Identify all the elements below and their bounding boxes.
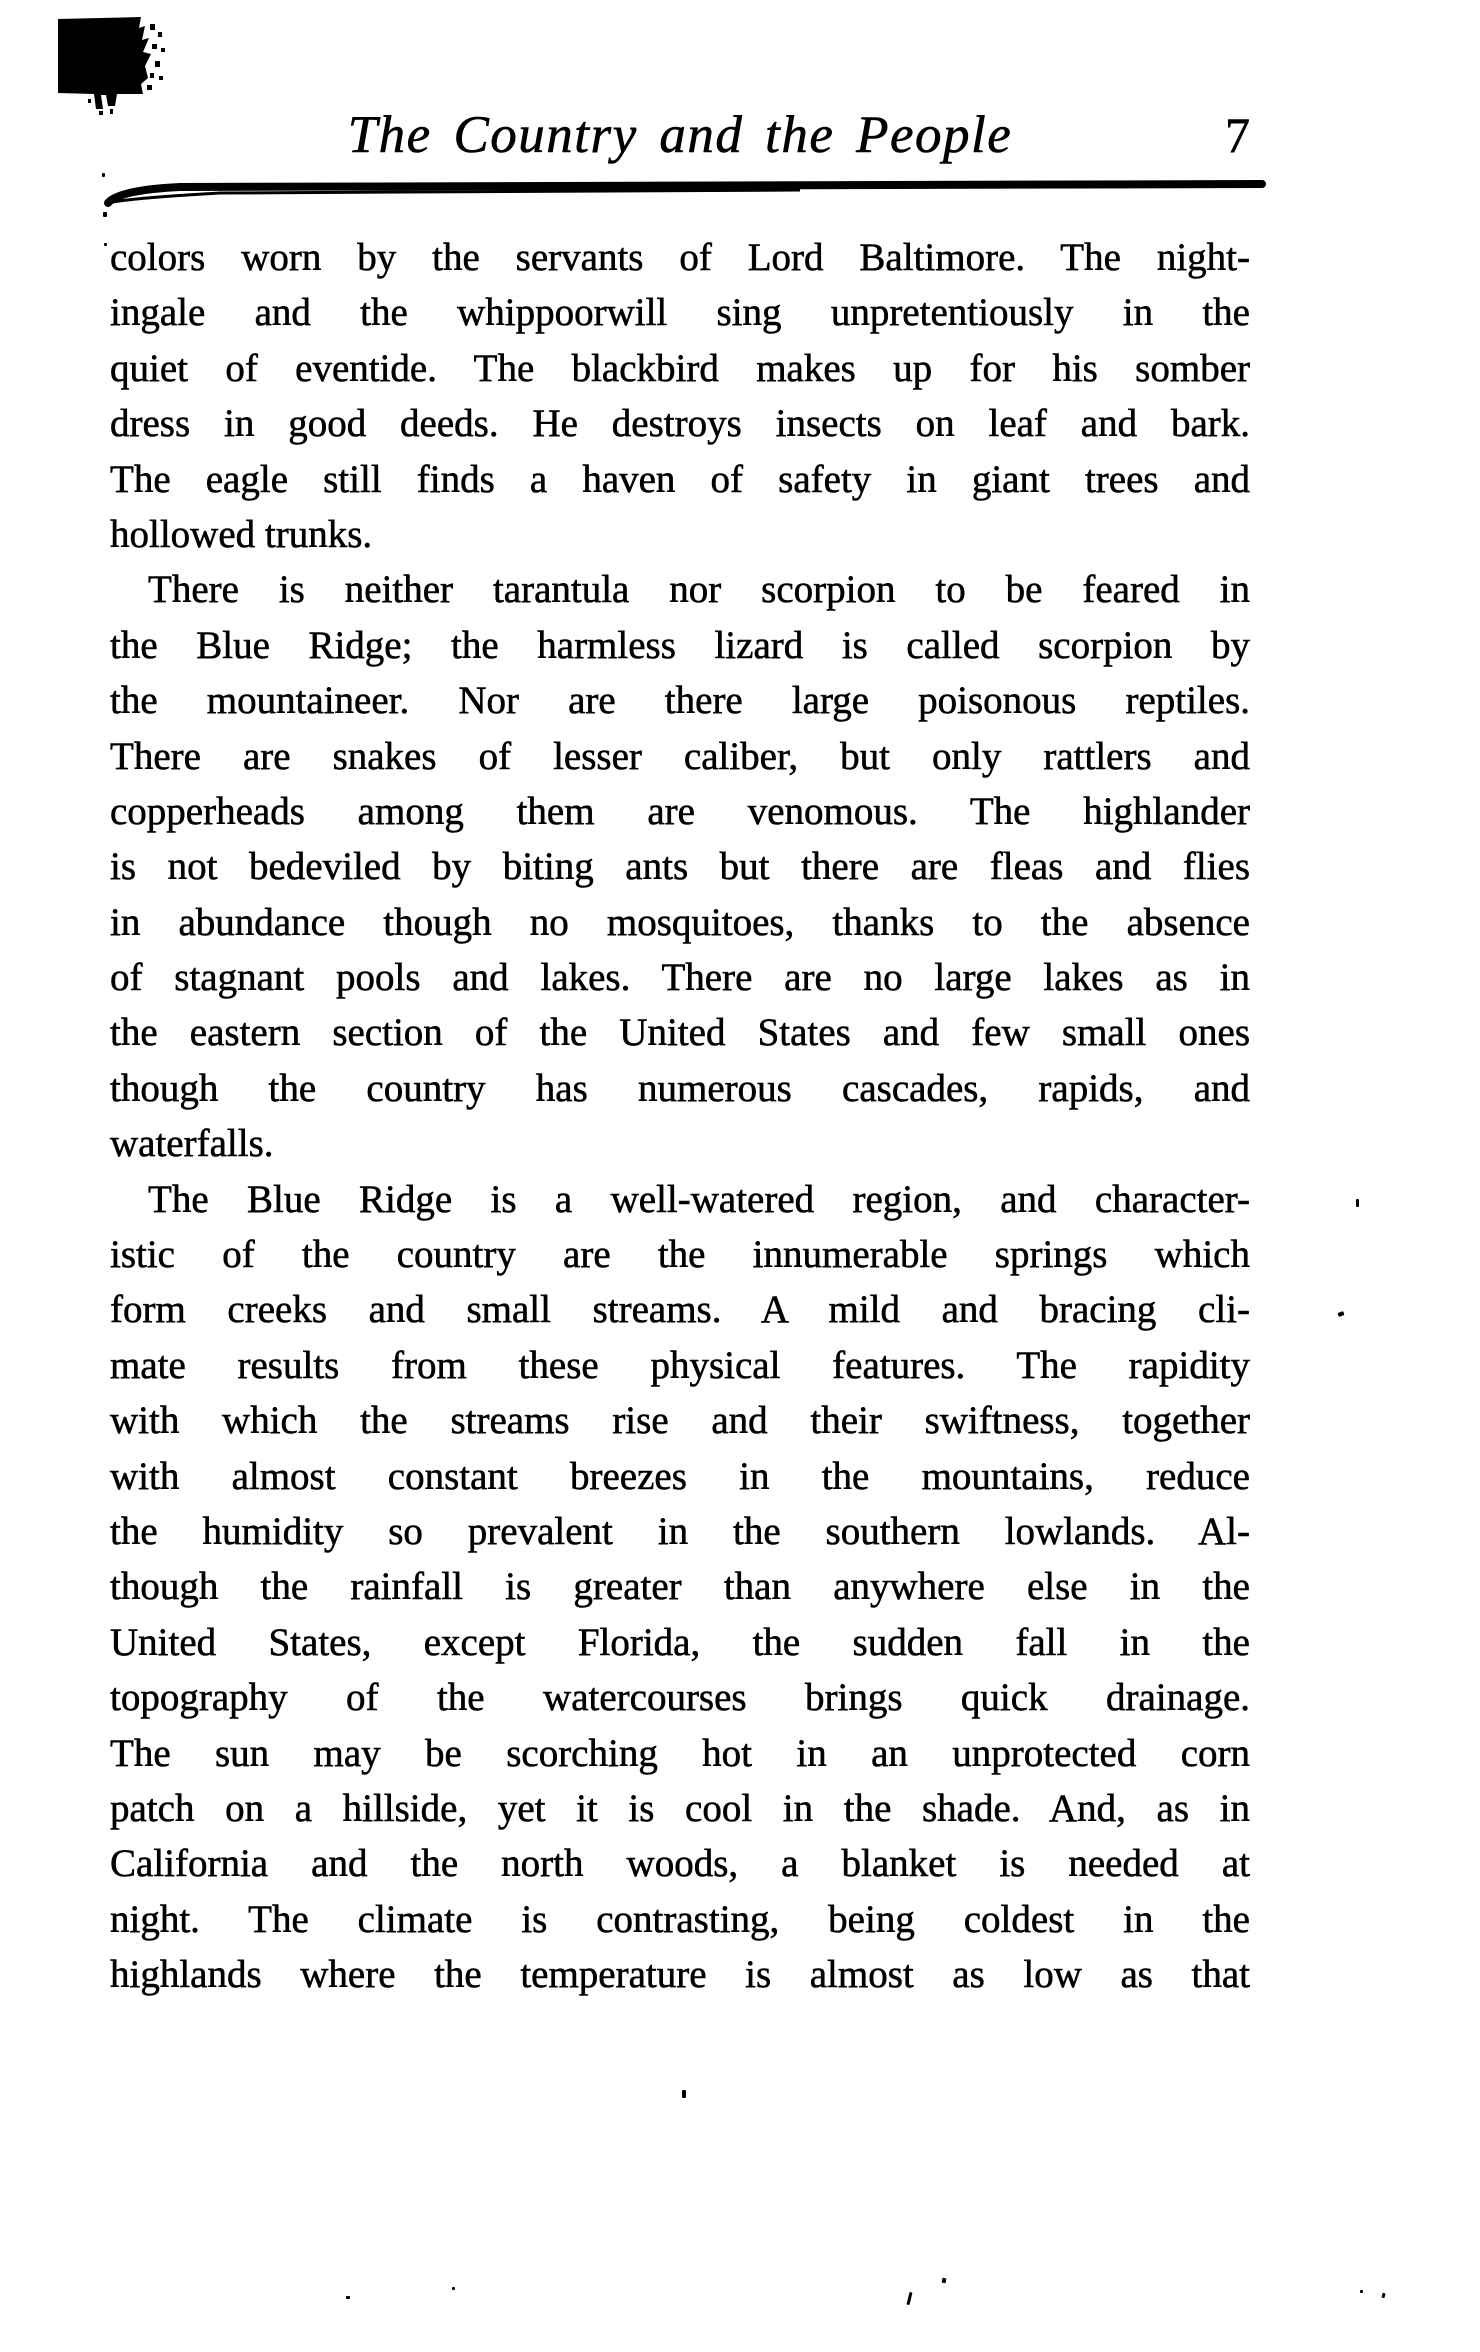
body-text-line: patch on a hillside, yet it is cool in the shade. And, as in <box>110 1786 1250 1830</box>
body-text-line: in abundance though no mosquitoes, thanks to the absence <box>110 900 1250 944</box>
body-text-line: California and the north woods, a blanket is needed at <box>110 1842 1250 1886</box>
scan-speck <box>102 173 105 177</box>
page-number: 7 <box>1225 107 1250 163</box>
body-text-line: with which the streams rise and their swiftness, together <box>110 1399 1250 1443</box>
scan-speck <box>1337 1311 1344 1317</box>
scan-speck <box>1356 1199 1359 1207</box>
running-header-title: The Country and the People <box>347 106 1013 164</box>
scan-speck <box>942 2278 947 2284</box>
body-text-line: ingale and the whippoorwill sing unpretentiously in the <box>110 291 1250 335</box>
body-text-line: the Blue Ridge; the harmless lizard is called scorpion by <box>110 623 1250 667</box>
body-text-line: night. The climate is contrasting, being coldest in the <box>110 1897 1250 1941</box>
body-text-line: the humidity so prevalent in the southern lowlands. Al- <box>110 1509 1250 1553</box>
scan-speck <box>452 2287 455 2290</box>
scan-speck <box>346 2296 350 2299</box>
body-text-line: form creeks and small streams. A mild and bracing cli- <box>110 1288 1250 1332</box>
body-text-line: mate results from these physical features. The rapidity <box>110 1343 1250 1387</box>
scan-speck <box>682 2090 686 2098</box>
body-text-line: There is neither tarantula nor scorpion to be feared in <box>148 568 1250 612</box>
body-text-line: the mountaineer. Nor are there large poisonous reptiles. <box>110 679 1250 723</box>
body-text-line: quiet of eventide. The blackbird makes up for his somber <box>110 346 1250 390</box>
body-text-line: topography of the watercourses brings quick drainage. <box>110 1676 1250 1720</box>
scan-speck <box>1360 2290 1363 2293</box>
body-text <box>110 230 1250 2003</box>
body-text-line: highlands where the temperature is almost as low as that <box>110 1953 1250 1997</box>
body-text-line: the eastern section of the United States and few small ones <box>110 1011 1250 1055</box>
body-text-line: There are snakes of lesser caliber, but only rattlers and <box>110 734 1250 778</box>
body-text-line: hollowed trunks. <box>110 512 373 556</box>
header-rule <box>100 176 1270 210</box>
scan-speck <box>906 2292 912 2305</box>
ink-blot <box>55 15 169 117</box>
body-text-line: though the rainfall is greater than anywhere else in the <box>110 1565 1250 1609</box>
body-text-line: United States, except Florida, the sudden fall in the <box>110 1620 1250 1664</box>
scan-speck <box>1381 2293 1385 2299</box>
body-text-line: dress in good deeds. He destroys insects on leaf and bark. <box>110 402 1250 446</box>
body-text-line: waterfalls. <box>110 1122 274 1166</box>
body-text-line: colors worn by the servants of Lord Baltimore. The night- <box>110 236 1250 279</box>
running-header <box>110 107 1250 167</box>
scan-speck <box>104 243 107 246</box>
body-text-line: The eagle still finds a haven of safety in giant trees and <box>110 457 1250 501</box>
body-text-line: istic of the country are the innumerable springs which <box>110 1233 1250 1277</box>
scan-speck <box>103 212 107 217</box>
body-text-line: of stagnant pools and lakes. There are no large lakes as in <box>110 956 1250 1000</box>
body-text-line: is not bedeviled by biting ants but there are fleas and flies <box>110 845 1250 889</box>
body-text-line: though the country has numerous cascades, rapids, and <box>110 1066 1250 1110</box>
body-text-line: The sun may be scorching hot in an unprotected corn <box>110 1731 1250 1775</box>
body-text-line: with almost constant breezes in the mountains, reduce <box>110 1454 1250 1498</box>
body-text-line: copperheads among them are venomous. The highlander <box>110 789 1250 833</box>
body-text-line: The Blue Ridge is a well-watered region, and character- <box>148 1177 1250 1221</box>
